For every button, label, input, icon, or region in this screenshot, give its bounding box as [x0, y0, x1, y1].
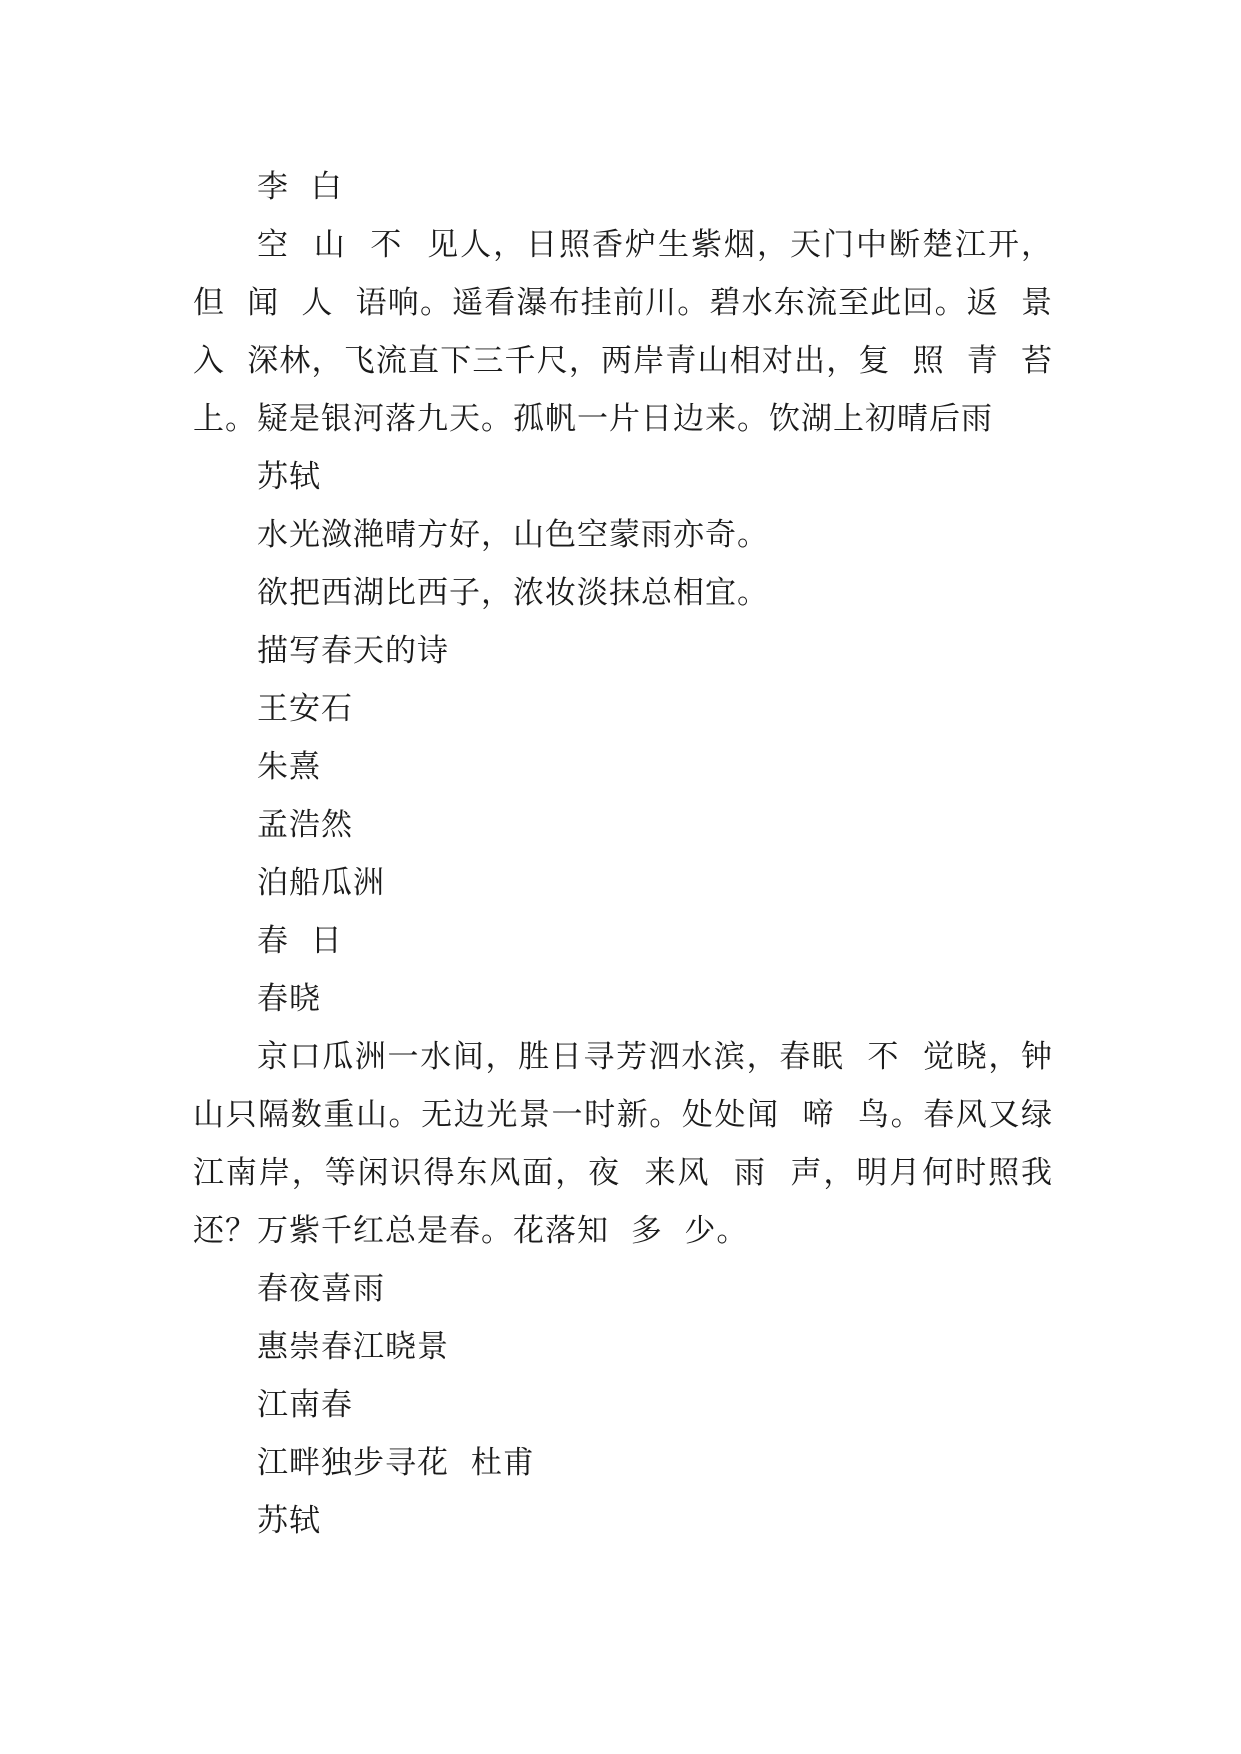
poem-line: 欲把西湖比西子，浓妆淡抹总相宜。 — [257, 575, 769, 611]
poem-title: 泊船瓜洲 — [257, 865, 385, 901]
poem-title: 江南春 — [257, 1387, 353, 1423]
section-heading: 描写春天的诗 — [257, 633, 449, 669]
poem-title: 春晓 — [257, 981, 321, 1017]
poem-line: 水光潋滟晴方好，山色空蒙雨亦奇。 — [257, 517, 769, 553]
author-meng-haoran: 孟浩然 — [257, 807, 353, 843]
poem-paragraph-spring: 京口瓜洲一水间，胜日寻芳泗水滨，春眠 不 觉晓，钟山只隔数重山。无边光景一时新。处处闻 啼 鸟。春风又绿江南岸，等闲识得东风面，夜 来风 雨 声，明月何时照我还？万紫千红总是春。花落知 多 少。 — [193, 1039, 1053, 1249]
author-li-bai: 李 白 — [257, 169, 343, 205]
author-zhu-xi: 朱熹 — [257, 749, 321, 785]
author-su-shi: 苏轼 — [257, 1503, 321, 1539]
poem-title: 江畔独步寻花 杜甫 — [257, 1445, 535, 1481]
document-body — [193, 158, 1053, 1550]
author-su-shi: 苏轼 — [257, 459, 321, 495]
poem-paragraph-li-bai: 空 山 不 见人，日照香炉生紫烟，天门中断楚江开，但 闻 人 语响。遥看瀑布挂前川。碧水东流至此回。返 景入 深林，飞流直下三千尺，两岸青山相对出，复 照 青 苔上。疑是银河落九天。孤帆一片日边来。饮湖上初晴后雨 — [193, 227, 1053, 437]
poem-title: 春 日 — [257, 923, 343, 959]
author-wang-anshi: 王安石 — [257, 691, 353, 727]
poem-title: 惠崇春江晓景 — [257, 1329, 449, 1365]
poem-title: 春夜喜雨 — [257, 1271, 385, 1307]
